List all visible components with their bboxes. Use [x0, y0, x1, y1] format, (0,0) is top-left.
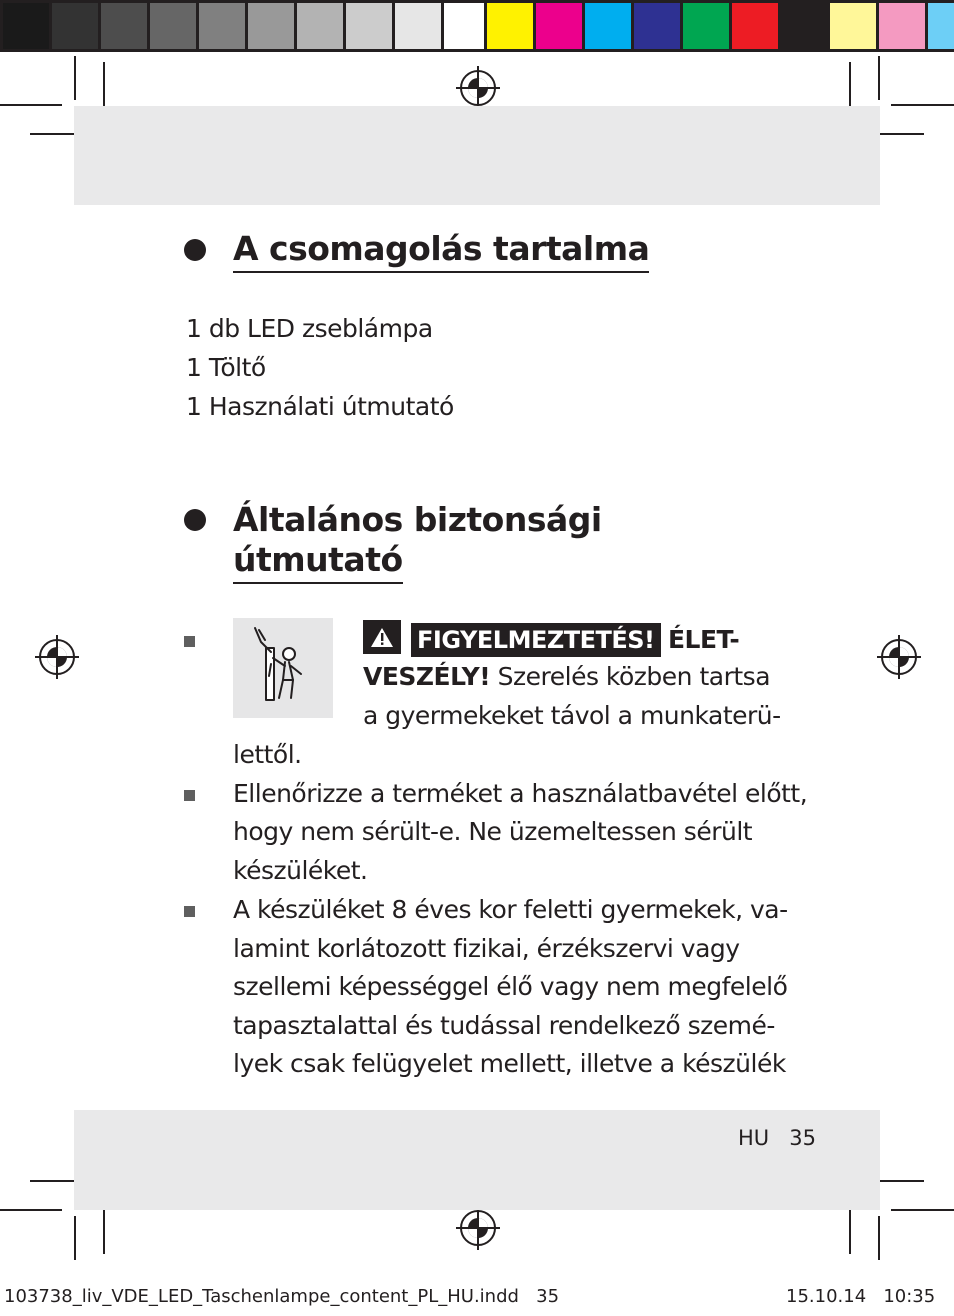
header-band — [74, 106, 880, 205]
warning-line-1 — [363, 620, 739, 659]
list-bullet — [184, 636, 195, 647]
list-item: 1 Használati útmutató — [186, 392, 454, 421]
color-swatch — [392, 0, 441, 52]
slug-date: 15.10.14 — [786, 1286, 867, 1307]
list-bullet — [184, 906, 195, 917]
color-swatch — [245, 0, 294, 52]
warning-line-2 — [363, 657, 770, 696]
slug-timestamp — [786, 1286, 935, 1307]
color-swatch — [729, 0, 778, 52]
heading-text: útmutató — [233, 540, 403, 584]
footer-band — [74, 1110, 880, 1210]
warning-label: FIGYELMEZTETÉS! — [411, 623, 661, 657]
color-swatch — [533, 0, 582, 52]
color-swatch — [0, 0, 49, 52]
color-swatch — [98, 0, 147, 52]
warning-line-4: lettől. — [233, 740, 302, 769]
warning-bold-text: ÉLET- — [667, 625, 740, 654]
color-swatch — [294, 0, 343, 52]
crop-mark — [0, 104, 62, 106]
color-swatch — [827, 0, 876, 52]
paragraph-line: lamint korlátozott fizikai, érzékszervi vagy — [233, 934, 740, 963]
color-swatch — [49, 0, 98, 52]
crop-mark — [891, 104, 954, 106]
color-swatch — [484, 0, 533, 52]
paragraph-line: lyek csak felügyelet mellett, illetve a készülék — [233, 1049, 786, 1078]
file-name: 103738_liv_VDE_LED_Taschenlampe_content_PL_HU.indd — [4, 1286, 519, 1307]
registration-mark-icon — [35, 635, 79, 679]
paragraph-line: tapasztalattal és tudással rendelkező szemé- — [233, 1011, 775, 1040]
section-heading-contents — [233, 229, 649, 273]
color-swatch — [778, 0, 827, 52]
list-item: 1 Töltő — [186, 353, 266, 382]
heading-text: A csomagolás tartalma — [233, 229, 649, 273]
registration-mark-icon — [456, 66, 500, 110]
heading-bullet — [184, 509, 206, 531]
paragraph-line: Ellenőrizze a terméket a használatbavétel előtt, — [233, 779, 808, 808]
crop-mark — [849, 62, 851, 112]
page-number-value: 35 — [789, 1126, 816, 1150]
color-swatch — [925, 0, 954, 52]
color-swatch — [680, 0, 729, 52]
crop-mark — [878, 56, 880, 100]
crop-mark — [849, 1204, 851, 1254]
registration-mark-icon — [877, 635, 921, 679]
child-warning-icon — [233, 618, 333, 718]
language-code: HU — [738, 1126, 770, 1150]
color-swatch — [343, 0, 392, 52]
process-color-bar — [484, 0, 954, 52]
child-safety-pictogram — [233, 618, 333, 718]
warning-bold-text: VESZÉLY! — [363, 662, 491, 691]
color-swatch — [147, 0, 196, 52]
crop-mark — [103, 1204, 105, 1254]
heading-bullet — [184, 239, 206, 261]
list-item: 1 db LED zseblámpa — [186, 314, 433, 343]
crop-mark — [74, 56, 76, 100]
warning-line-3: a gyermekeket távol a munkaterü- — [363, 701, 781, 730]
paragraph-line: hogy nem sérült-e. Ne üzemeltessen sérült — [233, 817, 753, 846]
warning-text: Szerelés közben tartsa — [490, 662, 771, 691]
file-page: 35 — [536, 1286, 560, 1307]
registration-mark-icon — [456, 1206, 500, 1250]
paragraph-line: szellemi képességgel élő vagy nem megfelelő — [233, 972, 788, 1001]
slug-time: 10:35 — [883, 1286, 936, 1307]
crop-mark — [0, 1209, 62, 1211]
paragraph-line: készüléket. — [233, 856, 368, 885]
color-swatch — [196, 0, 245, 52]
crop-mark — [74, 1216, 76, 1260]
crop-mark — [891, 1209, 954, 1211]
slug-filename — [4, 1286, 559, 1307]
section-heading-safety — [233, 500, 602, 584]
crop-mark — [103, 62, 105, 112]
heading-text: Általános biztonsági — [233, 500, 602, 539]
color-swatch — [631, 0, 680, 52]
color-swatch — [876, 0, 925, 52]
list-bullet — [184, 790, 195, 801]
paragraph-line: A készüléket 8 éves kor feletti gyermekek, va- — [233, 895, 788, 924]
warning-triangle-icon — [363, 620, 401, 654]
page-number — [738, 1126, 816, 1150]
grayscale-color-bar — [0, 0, 493, 52]
color-swatch — [582, 0, 631, 52]
crop-mark — [878, 1216, 880, 1260]
